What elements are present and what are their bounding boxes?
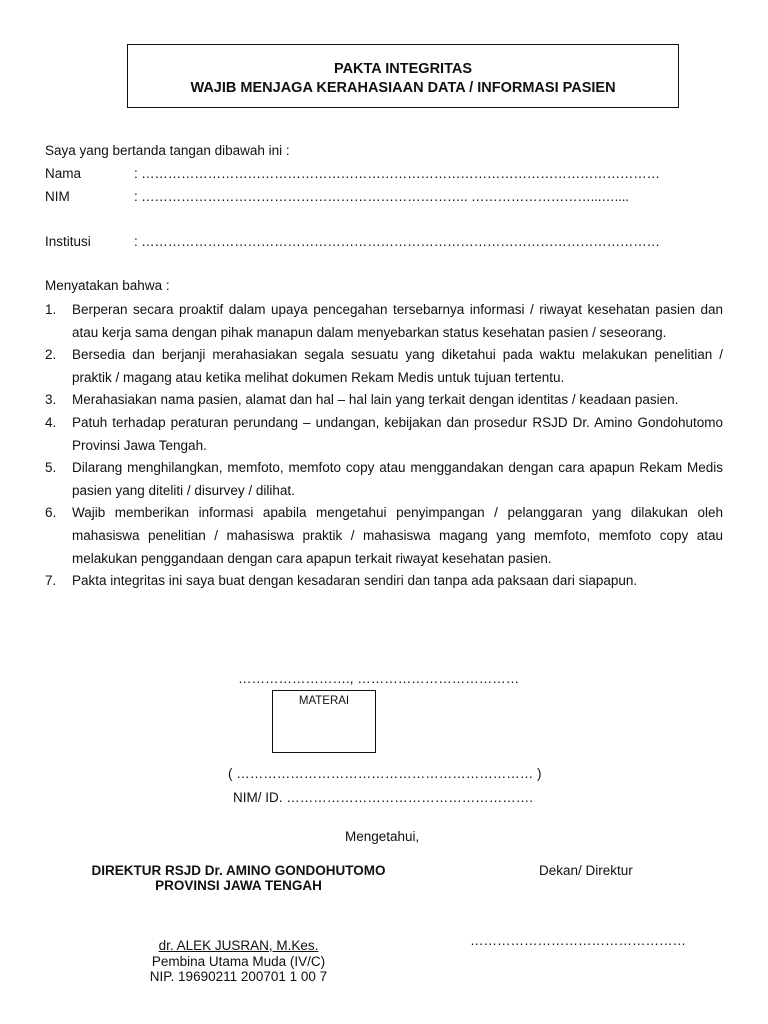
signer-nim-line: NIM/ ID. ………………………………………………. [233, 790, 533, 805]
director-rank: Pembina Utama Muda (IV/C) [151, 953, 326, 969]
document-title: PAKTA INTEGRITAS [333, 61, 472, 77]
signer-name-line: ( ………………………………………………………… ) [228, 766, 542, 781]
director-signature-block [110, 938, 367, 985]
list-item-text: Dilarang menghilangkan, memfoto, memfoto copy atau menggandakan dengan cara apapun Rekam Medis pasien yang diteliti / disurvey / dilihat. [72, 460, 723, 498]
nim-field: : ……………………………………………………………….. ………………………...….... [134, 189, 629, 204]
list-item [45, 412, 723, 457]
place-date-line: ……………………., ……………………………… [238, 671, 520, 686]
list-item [45, 344, 723, 389]
nama-field: : ……………………………………………………………………………………………………… [134, 166, 660, 181]
list-item-number: 4. [45, 414, 57, 430]
nim-label: NIM [45, 189, 70, 204]
nama-label: Nama [45, 166, 82, 181]
director-title-line2: PROVINSI JAWA TENGAH [155, 878, 322, 893]
director-name: dr. ALEK JUSRAN, M.Kes. [158, 938, 319, 953]
intro-text: Saya yang bertanda tangan dibawah ini : [45, 143, 290, 158]
list-item [45, 457, 723, 502]
materai-label: MATERAI [298, 695, 350, 707]
list-item-number: 2. [45, 347, 57, 363]
list-item-number: 3. [45, 392, 57, 408]
statement-intro: Menyatakan bahwa : [45, 278, 170, 293]
director-nip: NIP. 19690211 200701 1 00 7 [149, 969, 328, 984]
list-item [45, 389, 723, 412]
institusi-field: : ……………………………………………………………………………………………………… [134, 234, 660, 249]
list-item-number: 6. [45, 505, 57, 521]
director-title [50, 863, 427, 893]
materai-stamp-box [272, 690, 376, 753]
list-item [45, 299, 723, 344]
director-title-line1: DIREKTUR RSJD Dr. AMINO GONDOHUTOMO [91, 863, 386, 878]
statement-list [45, 299, 723, 593]
list-item-number: 7. [45, 573, 57, 589]
list-item-text: Bersedia dan berjanji merahasiakan segala sesuatu yang diketahui pada waktu melakukan penelitian / praktik / magang atau ketika melihat dokumen Rekam Medis untuk tujuan tertentu. [72, 347, 723, 385]
list-item-number: 1. [45, 302, 57, 317]
list-item-number: 5. [45, 460, 57, 476]
list-item-text: Pakta integritas ini saya buat dengan kesadaran sendiri dan tanpa ada paksaan dari siapapun. [72, 573, 638, 589]
list-item-text: Wajib memberikan informasi apabila mengetahui penyimpangan / pelanggaran yang dilakukan oleh mahasiswa penelitian / mahasiswa praktik / mahasiswa magang yang memfoto, memfoto copy atau melakukan penggandaan dengan cara apapun terkait riwayat kesehatan pasien. [72, 505, 723, 566]
mengetahui-label: Mengetahui, [345, 829, 420, 844]
list-item [45, 502, 723, 570]
document-title-box [127, 44, 679, 108]
list-item-text: Patuh terhadap peraturan perundang – undangan, kebijakan dan prosedur RSJD Dr. Amino Gondohutomo Provinsi Jawa Tengah. [72, 414, 723, 453]
institusi-label: Institusi [45, 234, 91, 249]
document-subtitle: WAJIB MENJAGA KERAHASIAAN DATA / INFORMASI PASIEN [190, 80, 616, 96]
dean-title: Dekan/ Direktur [539, 863, 633, 878]
list-item-text: Merahasiakan nama pasien, alamat dan hal – hal lain yang terkait dengan identitas / keadaan pasien. [72, 392, 679, 408]
dean-signature-line: ………………………………………… [470, 933, 686, 948]
list-item [45, 570, 723, 593]
list-item-text: Berperan secara proaktif dalam upaya pencegahan tersebarnya informasi / riwayat kesehatan pasien dan atau kerja sama dengan pihak manapun dalam menyebarkan status kesehatan pasien / seseorang. [72, 302, 723, 340]
